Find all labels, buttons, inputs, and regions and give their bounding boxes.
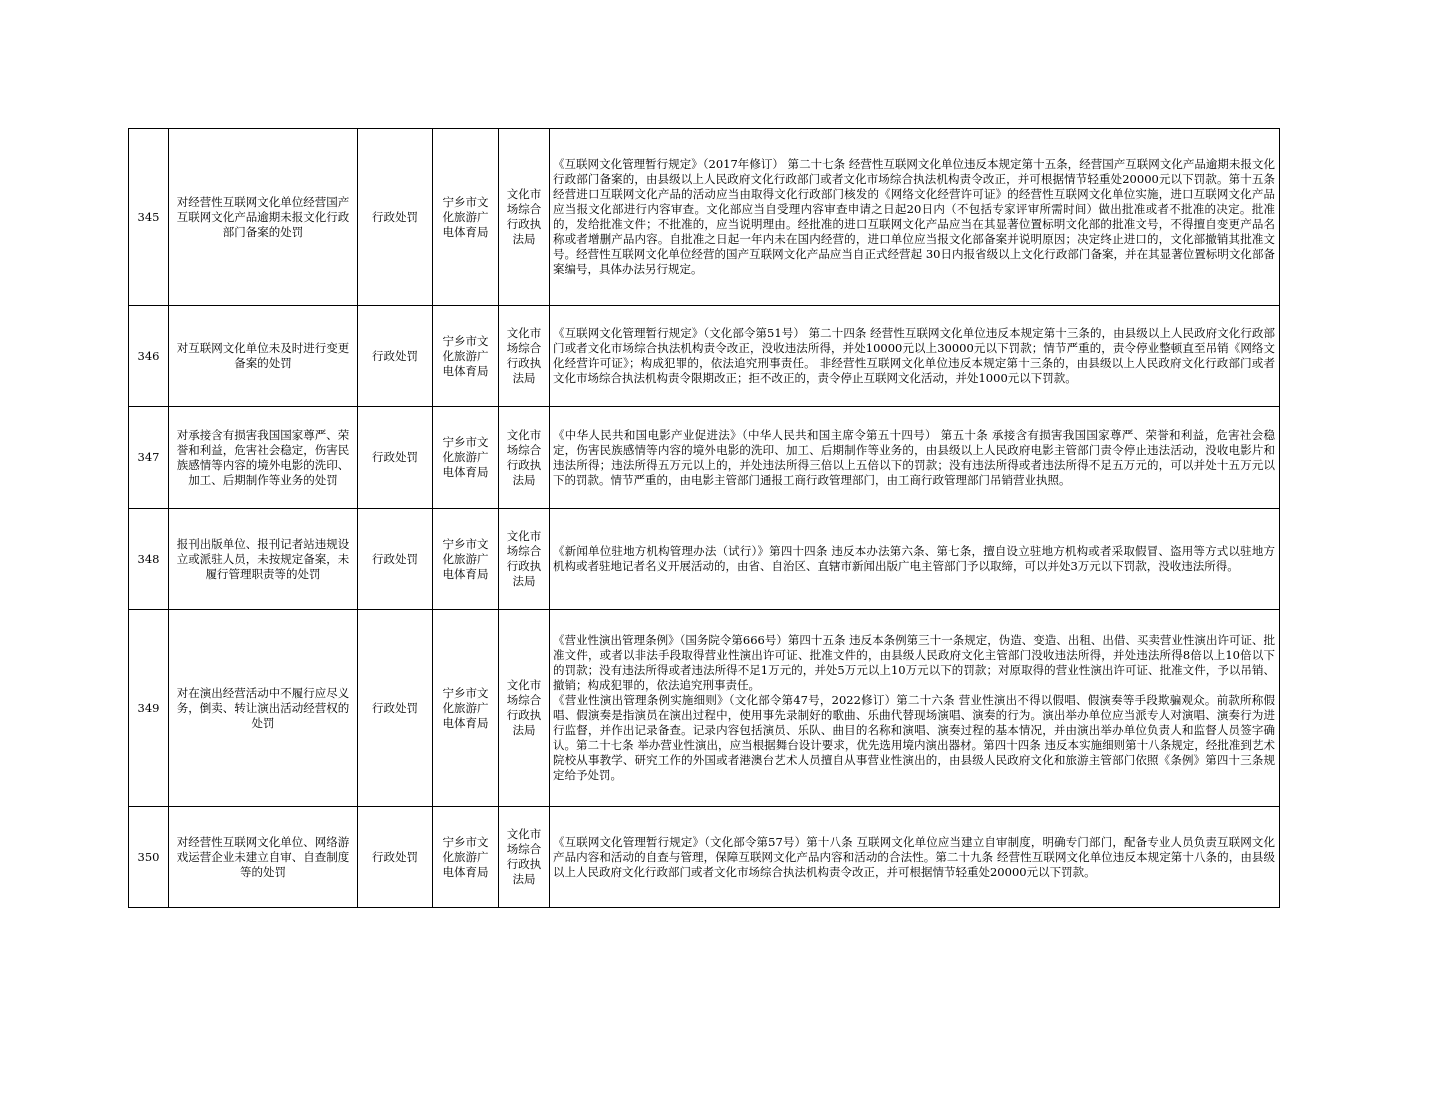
enforcement-agency: 文化市场综合行政执法局 [499, 129, 550, 306]
implementing-department: 宁乡市文化旅游广电体育局 [433, 509, 499, 610]
table-row [129, 129, 1280, 306]
item-type: 行政处罚 [358, 807, 433, 908]
legal-basis-paragraph: 《中华人民共和国电影产业促进法》（中华人民共和国主席令第五十四号） 第五十条 承接含有损害我国国家尊严、荣誉和利益，危害社会稳定，伤害民族感情等内容的境外电影的洗印、加工、后期制作等业务的，由县级以上人民政府电影主管部门责令停止违法活动，没收电影片和违法所得；违法所得五万元以上的，并处违法所得三倍以上五倍以下的罚款；没有违法所得或者违法所得不足五万元的，可以并处十五万元以下的罚款。情节严重的，由电影主管部门通报工商行政管理部门，由工商行政管理部门吊销营业执照。 [553, 427, 1275, 487]
implementing-department: 宁乡市文化旅游广电体育局 [433, 306, 499, 407]
implementing-department: 宁乡市文化旅游广电体育局 [433, 610, 499, 807]
table-row [129, 306, 1280, 407]
table-row [129, 807, 1280, 908]
penalty-items-table [128, 128, 1280, 908]
legal-basis [550, 610, 1280, 807]
legal-basis [550, 407, 1280, 509]
item-number: 350 [129, 807, 169, 908]
item-number: 348 [129, 509, 169, 610]
item-name: 对在演出经营活动中不履行应尽义务，倒卖、转让演出活动经营权的处罚 [169, 610, 358, 807]
implementing-department: 宁乡市文化旅游广电体育局 [433, 129, 499, 306]
item-type: 行政处罚 [358, 306, 433, 407]
item-type: 行政处罚 [358, 610, 433, 807]
item-name: 对承接含有损害我国国家尊严、荣誉和利益，危害社会稳定，伤害民族感情等内容的境外电影的洗印、加工、后期制作等业务的处罚 [169, 407, 358, 509]
enforcement-agency: 文化市场综合行政执法局 [499, 807, 550, 908]
table-row [129, 509, 1280, 610]
legal-basis [550, 807, 1280, 908]
legal-basis-paragraph: 《营业性演出管理条例》（国务院令第666号）第四十五条 违反本条例第三十一条规定，伪造、变造、出租、出借、买卖营业性演出许可证、批准文件，或者以非法手段取得营业性演出许可证、批准文件的，由县级人民政府文化主管部门没收违法所得，并处违法所得8倍以上10倍以下的罚款；没有违法所得或者违法所得不足1万元的，并处5万元以上10万元以下的罚款；对原取得的营业性演出许可证、批准文件，予以吊销、撤销；构成犯罪的，依法追究刑事责任。 [553, 633, 1275, 692]
item-name: 对经营性互联网文化单位、网络游戏运营企业未建立自审、自查制度等的处罚 [169, 807, 358, 908]
table-row [129, 407, 1280, 509]
legal-basis-paragraph: 《互联网文化管理暂行规定》（文化部令第51号） 第二十四条 经营性互联网文化单位违反本规定第十三条的，由县级以上人民政府文化行政部门或者文化市场综合执法机构责令改正，没收违法所得，并处10000元以上30000元以下罚款；情节严重的，责令停业整顿直至吊销《网络文化经营许可证》；构成犯罪的，依法追究刑事责任。 非经营性互联网文化单位违反本规定第十三条的，由县级以上人民政府文化行政部门或者文化市场综合执法机构责令限期改正；拒不改正的，责令停止互联网文化活动，并处1000元以下罚款。 [553, 326, 1275, 385]
legal-basis [550, 129, 1280, 306]
item-type: 行政处罚 [358, 509, 433, 610]
table-row [129, 610, 1280, 807]
legal-basis-paragraph: 《互联网文化管理暂行规定》（文化部令第57号）第十八条 互联网文化单位应当建立自审制度，明确专门部门，配备专业人员负责互联网文化产品内容和活动的自查与管理，保障互联网文化产品内容和活动的合法性。第二十九条 经营性互联网文化单位违反本规定第十八条的，由县级以上人民政府文化行政部门或者文化市场综合执法机构责令改正，并可根据情节轻重处20000元以下罚款。 [553, 834, 1275, 879]
item-type: 行政处罚 [358, 407, 433, 509]
item-number: 349 [129, 610, 169, 807]
enforcement-agency: 文化市场综合行政执法局 [499, 610, 550, 807]
table-body [129, 129, 1280, 908]
legal-basis-paragraph: 《新闻单位驻地方机构管理办法（试行）》第四十四条 违反本办法第六条、第七条，擅自设立驻地方机构或者采取假冒、盗用等方式以驻地方机构或者驻地记者名义开展活动的，由省、自治区、直辖市新闻出版广电主管部门予以取缔，可以并处3万元以下罚款，没收违法所得。 [553, 544, 1275, 573]
legal-basis-paragraph: 《互联网文化管理暂行规定》（2017年修订） 第二十七条 经营性互联网文化单位违反本规定第十五条，经营国产互联网文化产品逾期未报文化行政部门备案的，由县级以上人民政府文化行政部门或者文化市场综合执法机构责令改正，并可根据情节轻重处20000元以下罚款。第十五条 经营进口互联网文化产品的活动应当由取得文化行政部门核发的《网络文化经营许可证》的经营性互联网文化单位实施，进口互联网文化产品应当报文化部进行内容审查。文化部应当自受理内容审查申请之日起20日内（不包括专家评审所需时间）做出批准或者不批准的决定。批准的，发给批准文件；不批准的，应当说明理由。经批准的进口互联网文化产品应当在其显著位置标明文化部的批准文号，不得擅自变更产品名称或者增删产品内容。自批准之日起一年内未在国内经营的，进口单位应当报文化部备案并说明原因；决定终止进口的，文化部撤销其批准文号。经营性互联网文化单位经营的国产互联网文化产品应当自正式经营起 30日内报省级以上文化行政部门备案，并在其显著位置标明文化部备案编号，具体办法另行规定。 [553, 157, 1275, 276]
enforcement-agency: 文化市场综合行政执法局 [499, 306, 550, 407]
item-number: 346 [129, 306, 169, 407]
item-number: 347 [129, 407, 169, 509]
enforcement-agency: 文化市场综合行政执法局 [499, 407, 550, 509]
item-number: 345 [129, 129, 169, 306]
item-name: 对互联网文化单位未及时进行变更备案的处罚 [169, 306, 358, 407]
implementing-department: 宁乡市文化旅游广电体育局 [433, 407, 499, 509]
item-type: 行政处罚 [358, 129, 433, 306]
legal-basis-paragraph: 《营业性演出管理条例实施细则》（文化部令第47号，2022修订）第二十六条 营业性演出不得以假唱、假演奏等手段欺骗观众。前款所称假唱、假演奏是指演员在演出过程中，使用事先录制好的歌曲、乐曲代替现场演唱、演奏的行为。演出举办单位应当派专人对演唱、演奏行为进行监督，并作出记录备查。记录内容包括演员、乐队、曲目的名称和演唱、演奏过程的基本情况，并由演出举办单位负责人和监督人员签字确认。第二十七条 举办营业性演出，应当根据舞台设计要求，优先选用境内演出器材。第四十四条 违反本实施细则第十八条规定，经批准到艺术院校从事教学、研究工作的外国或者港澳台艺术人员擅自从事营业性演出的，由县级人民政府文化和旅游主管部门依照《条例》第四十三条规定给予处罚。 [553, 693, 1275, 782]
legal-basis [550, 509, 1280, 610]
item-name: 对经营性互联网文化单位经营国产互联网文化产品逾期未报文化行政部门备案的处罚 [169, 129, 358, 306]
legal-basis [550, 306, 1280, 407]
item-name: 报刊出版单位、报刊记者站违规设立或派驻人员，未按规定备案，未履行管理职责等的处罚 [169, 509, 358, 610]
implementing-department: 宁乡市文化旅游广电体育局 [433, 807, 499, 908]
enforcement-agency: 文化市场综合行政执法局 [499, 509, 550, 610]
